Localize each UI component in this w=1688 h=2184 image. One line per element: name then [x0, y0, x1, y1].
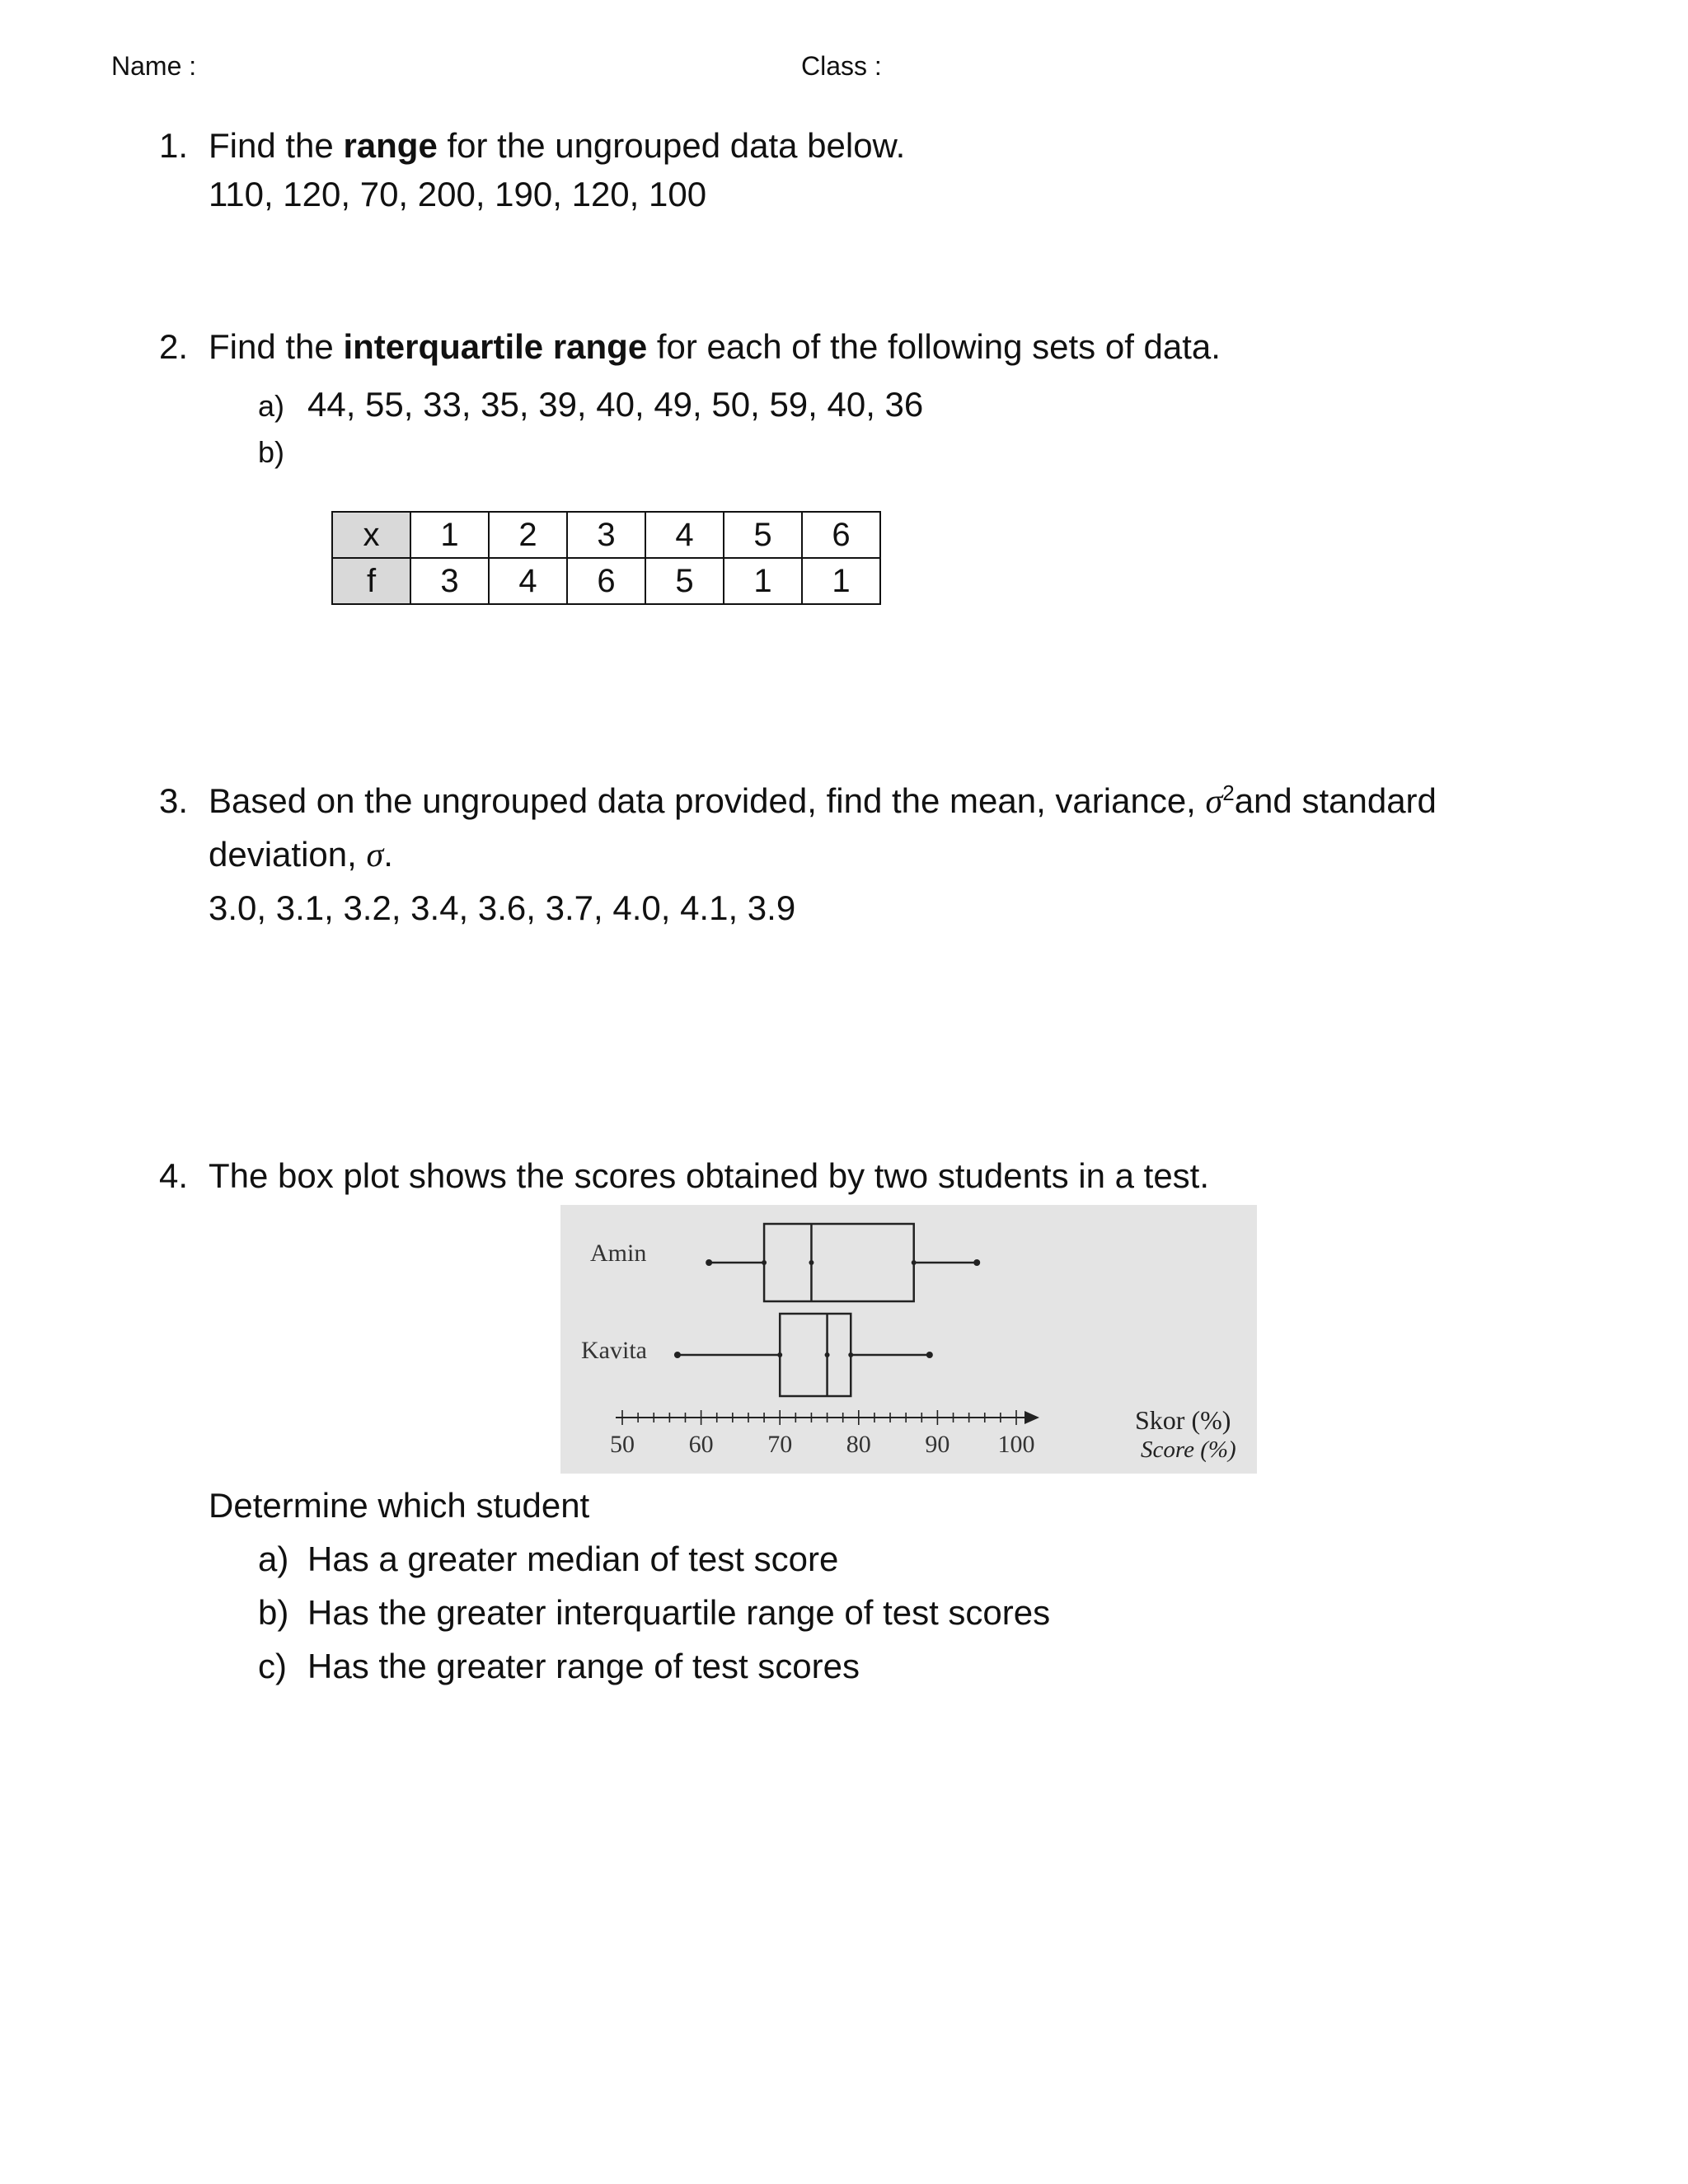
question-number: 4. [159, 1156, 189, 1195]
q3-point-amin [912, 1260, 917, 1265]
q1-text-post: for the ungrouped data below. [437, 126, 906, 165]
q2-part-a-data: 44, 55, 33, 35, 39, 40, 49, 50, 59, 40, 36 [307, 385, 924, 424]
min-point-kavita [674, 1352, 681, 1358]
class-label: Class : [801, 51, 882, 81]
q1-point-kavita [777, 1352, 782, 1357]
question-2 [159, 323, 1221, 372]
table-cell: 3 [567, 512, 645, 558]
axis-label-score: Score (%) [1141, 1436, 1236, 1463]
sigma-symbol: σ [1205, 783, 1223, 821]
table-cell: 6 [802, 512, 880, 558]
q4-part-a-text: Has a greater median of test score [307, 1540, 839, 1578]
part-label: a) [258, 389, 285, 423]
q3-point-kavita [848, 1352, 853, 1357]
table-cell: f [332, 558, 410, 604]
question-3 [159, 766, 1437, 935]
q3-data: 3.0, 3.1, 3.2, 3.4, 3.6, 3.7, 4.0, 4.1, 3.9 [209, 888, 796, 927]
part-label: b) [258, 1593, 289, 1632]
tick-label: 50 [610, 1431, 635, 1458]
tick-label: 80 [846, 1431, 871, 1458]
axis-label-skor: Skor (%) [1135, 1405, 1231, 1435]
tick-label: 100 [997, 1431, 1035, 1458]
q4-part-c-text: Has the greater range of test scores [307, 1647, 860, 1685]
q3-text-line2-end: . [383, 835, 393, 874]
part-label: c) [258, 1647, 287, 1685]
question-number: 3. [159, 781, 189, 820]
max-point-amin [973, 1259, 980, 1266]
q2-text-post: for each of the following sets of data. [647, 327, 1221, 366]
q3-text-line2: deviation, [209, 835, 367, 874]
table-cell: 4 [489, 558, 567, 604]
q2-part-a [258, 381, 923, 429]
question-number: 2. [159, 327, 189, 366]
question-number: 1. [159, 126, 189, 165]
max-point-kavita [926, 1352, 933, 1358]
q4-text: The box plot shows the scores obtained by two students in a test. [209, 1156, 1210, 1195]
table-cell: 1 [724, 558, 802, 604]
series-label-amin: Amin [590, 1240, 647, 1267]
q1-point-amin [762, 1260, 767, 1265]
name-label: Name : [111, 51, 197, 81]
q4-determine: Determine which student [209, 1486, 590, 1525]
q4-part-b [258, 1589, 1050, 1638]
squared-symbol: 2 [1222, 780, 1235, 805]
table-cell: x [332, 512, 410, 558]
table-cell: 6 [567, 558, 645, 604]
median-point-amin [809, 1260, 814, 1265]
median-point-kavita [825, 1352, 830, 1357]
tick-label: 70 [767, 1431, 793, 1458]
table-cell: 1 [410, 512, 489, 558]
part-label: a) [258, 1540, 289, 1578]
question-1 [159, 122, 905, 219]
sigma-symbol-2: σ [366, 837, 384, 874]
q4-part-c [258, 1643, 860, 1691]
frequency-table [331, 511, 881, 605]
table-cell: 1 [802, 558, 880, 604]
table-row-f [332, 558, 880, 604]
q1-data: 110, 120, 70, 200, 190, 120, 100 [209, 174, 707, 213]
box-plot-chart [560, 1205, 1257, 1474]
tick-label: 90 [925, 1431, 950, 1458]
min-point-amin [706, 1259, 712, 1266]
q4-part-a [258, 1535, 838, 1584]
series-label-kavita: Kavita [581, 1337, 647, 1364]
q3-text-line1-post: and standard [1234, 781, 1437, 820]
q1-text-pre: Find the [209, 126, 344, 165]
q2-text-pre: Find the [209, 327, 344, 366]
table-cell: 3 [410, 558, 489, 604]
q2-part-b-label: b) [258, 435, 285, 469]
tick-label: 60 [688, 1431, 714, 1458]
table-cell: 4 [645, 512, 724, 558]
table-cell: 5 [645, 558, 724, 604]
q3-text-line1-pre: Based on the ungrouped data provided, find the mean, variance, [209, 781, 1206, 820]
question-4 [159, 1152, 1209, 1201]
table-cell: 5 [724, 512, 802, 558]
q2-text-bold: interquartile range [343, 327, 648, 366]
q4-part-b-text: Has the greater interquartile range of test scores [307, 1593, 1051, 1632]
table-cell: 2 [489, 512, 567, 558]
table-row-x [332, 512, 880, 558]
q1-text-bold: range [343, 126, 438, 165]
